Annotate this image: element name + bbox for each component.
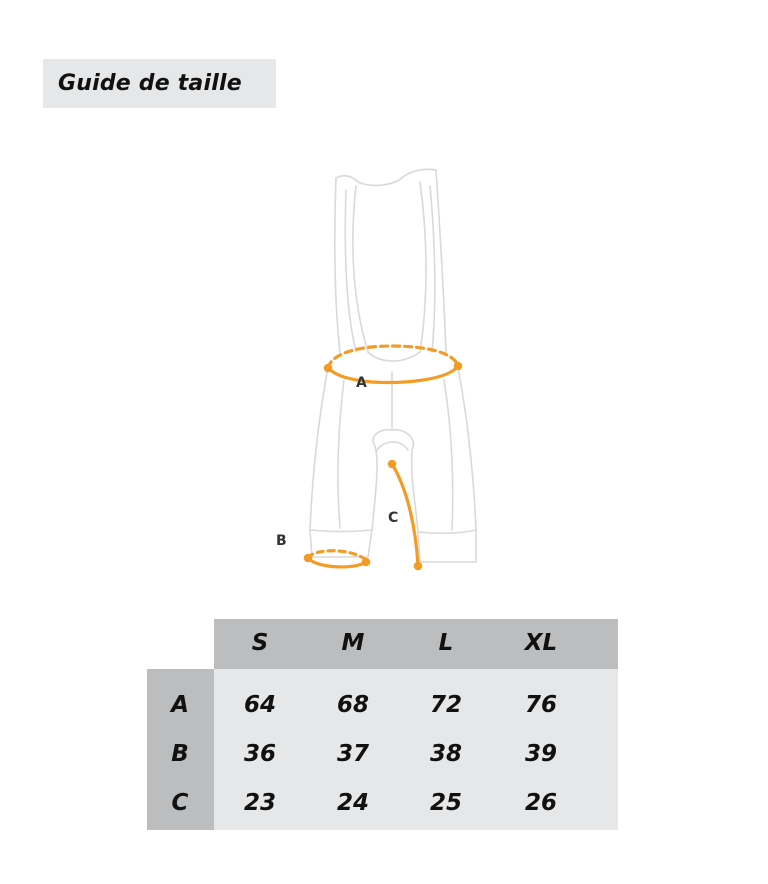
bib-shorts-outline <box>310 169 476 562</box>
cell-b-xl: 39 <box>524 741 558 767</box>
row-label-a: A <box>171 692 189 718</box>
cell-b-m: 37 <box>336 741 370 767</box>
cell-b-s: 36 <box>243 741 277 767</box>
cell-c-l: 25 <box>429 790 463 816</box>
cell-a-l: 72 <box>429 692 463 718</box>
cell-a-m: 68 <box>336 692 370 718</box>
row-label-b: B <box>171 741 189 767</box>
size-header-row <box>214 619 618 669</box>
cell-c-xl: 26 <box>524 790 558 816</box>
measure-a-right-dot <box>454 362 463 371</box>
cell-c-s: 23 <box>243 790 277 816</box>
label-a: A <box>356 375 367 391</box>
size-header-m: M <box>341 630 365 656</box>
measure-b-right-dot <box>362 558 371 567</box>
size-table <box>147 619 618 830</box>
measure-b-leg <box>308 551 366 567</box>
page-title: Guide de taille <box>58 71 242 96</box>
measure-a-waist <box>328 346 458 382</box>
measure-a-left-dot <box>324 364 333 373</box>
measure-c-top-dot <box>388 460 397 469</box>
cell-a-xl: 76 <box>524 692 558 718</box>
size-header-l: L <box>438 630 454 656</box>
cell-b-l: 38 <box>429 741 463 767</box>
label-c: C <box>388 510 399 526</box>
size-header-s: S <box>251 630 269 656</box>
measure-b-left-dot <box>304 554 313 563</box>
cell-c-m: 24 <box>336 790 370 816</box>
measure-c-bottom-dot <box>414 562 423 571</box>
cell-a-s: 64 <box>243 692 277 718</box>
label-b: B <box>276 533 287 549</box>
size-header-xl: XL <box>524 630 558 656</box>
row-label-c: C <box>171 790 189 816</box>
